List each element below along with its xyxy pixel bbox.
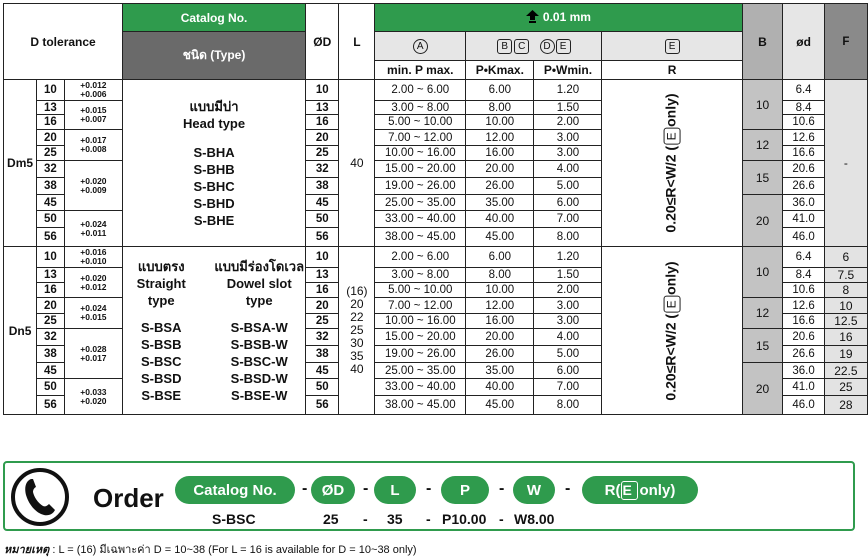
od-small-cell: 41.0 (783, 211, 824, 228)
type-code: S-BHA (193, 144, 235, 160)
od-small-cell: 6.4 (783, 80, 824, 101)
od-small-cell: 41.0 (783, 379, 824, 396)
type-desc-th: แบบตรง (137, 258, 185, 274)
header-type: ชนิด (Type) (123, 32, 306, 80)
table-row (4, 80, 868, 101)
p-wmin-cell: 3.00 (534, 314, 602, 329)
p-kmax-cell: 26.00 (466, 346, 534, 363)
p-range-cell: 2.00 ~ 6.00 (375, 247, 466, 268)
header-p-wmin: P•Wmin. (534, 61, 602, 80)
p-wmin-cell: 7.00 (534, 379, 602, 396)
tolerance-upper: +0.020 (80, 175, 107, 186)
p-range-cell: 15.00 ~ 20.00 (375, 329, 466, 346)
col-e2-marker: E (665, 39, 680, 54)
l-value: 22 (350, 310, 364, 324)
od-small-cell: 12.6 (783, 298, 824, 314)
type-description (123, 80, 306, 247)
p-range-cell: 10.00 ~ 16.00 (375, 314, 466, 329)
p-wmin-cell: 6.00 (534, 195, 602, 211)
type-desc-th2: แบบมีร่องโดเวล (214, 258, 305, 274)
dash: - (565, 480, 571, 497)
p-kmax-cell: 26.00 (466, 178, 534, 195)
header-l: L (339, 4, 375, 80)
pill-od: ØD (311, 476, 355, 504)
p-wmin-cell: 7.00 (534, 211, 602, 228)
tolerance-lower: +0.017 (80, 352, 107, 363)
tolerance-lower: +0.006 (80, 89, 107, 99)
header-b: B (742, 4, 783, 80)
od-cell: 32 (306, 329, 339, 346)
p-wmin-cell: 8.00 (534, 228, 602, 247)
p-range-cell: 7.00 ~ 12.00 (375, 130, 466, 146)
p-wmin-cell: 3.00 (534, 146, 602, 161)
od-cell: 50 (306, 211, 339, 228)
od-small-cell: 10.6 (783, 283, 824, 298)
od-cell: 10 (306, 247, 339, 268)
size-cell: 25 (37, 146, 65, 161)
tolerance-cell (64, 161, 122, 211)
b-cell: 10 (742, 80, 783, 130)
od-cell: 38 (306, 178, 339, 195)
l-value: (16) (346, 284, 368, 298)
size-cell: 20 (37, 298, 65, 314)
od-small-cell: 46.0 (783, 228, 824, 247)
tolerance-upper: +0.028 (80, 343, 107, 354)
size-cell: 13 (37, 101, 65, 115)
header-unit (375, 4, 742, 32)
example-l: 35 (387, 511, 403, 527)
r-prefix: 0.20≤R<W/2 ( (663, 145, 680, 233)
type-code: S-BSD (141, 370, 182, 386)
f-cell: 19 (824, 346, 867, 363)
p-range-cell: 15.00 ~ 20.00 (375, 161, 466, 178)
type-code-w: S-BSC-W (230, 353, 288, 369)
od-cell: 16 (306, 283, 339, 298)
od-small-cell: 16.6 (783, 146, 824, 161)
size-cell: 20 (37, 130, 65, 146)
p-wmin-cell: 4.00 (534, 329, 602, 346)
od-cell: 50 (306, 379, 339, 396)
od-small-cell: 46.0 (783, 396, 824, 415)
p-wmin-cell: 5.00 (534, 178, 602, 195)
od-small-cell: 20.6 (783, 161, 824, 178)
f-cell: 12.5 (824, 314, 867, 329)
f-cell: 10 (824, 298, 867, 314)
type-code: S-BHD (193, 195, 235, 211)
p-range-cell: 25.00 ~ 35.00 (375, 195, 466, 211)
col-e-marker: E (556, 39, 571, 54)
pill-p: P (441, 476, 489, 504)
size-cell: 56 (37, 396, 65, 415)
p-range-cell: 7.00 ~ 12.00 (375, 298, 466, 314)
p-kmax-cell: 16.00 (466, 146, 534, 161)
type-code: S-BHB (193, 161, 235, 177)
header-r: R (602, 61, 742, 80)
p-range-cell: 38.00 ~ 45.00 (375, 228, 466, 247)
f-cell: 28 (824, 396, 867, 415)
p-range-cell: 19.00 ~ 26.00 (375, 346, 466, 363)
f-cell: 7.5 (824, 268, 867, 283)
pill-r-suffix: only) (639, 481, 676, 499)
dash: - (426, 511, 431, 527)
footnote-text: : L = (16) มีเฉพาะค่า D = 10~38 (For L = 16 is available for D = 10~38 only) (49, 544, 417, 556)
dash: - (363, 480, 369, 497)
l-value: 25 (350, 323, 364, 337)
p-kmax-cell: 10.00 (466, 115, 534, 130)
od-cell: 20 (306, 298, 339, 314)
type-desc-th: แบบมีบ่า (189, 98, 239, 114)
r-cell (602, 80, 742, 247)
b-cell: 12 (742, 298, 783, 329)
od-cell: 56 (306, 228, 339, 247)
example-od: 25 (323, 511, 339, 527)
p-kmax-cell: 35.00 (466, 363, 534, 379)
header-catalog-no: Catalog No. (123, 4, 306, 32)
type-code-w: S-BSA-W (230, 319, 288, 335)
tolerance-cell (64, 268, 122, 298)
p-kmax-cell: 20.00 (466, 161, 534, 178)
type-code: S-BSB (141, 336, 182, 352)
r-prefix: 0.20≤R<W/2 ( (663, 313, 680, 401)
tolerance-cell (64, 80, 122, 101)
p-wmin-cell: 2.00 (534, 115, 602, 130)
size-cell: 38 (37, 178, 65, 195)
size-cell: 45 (37, 195, 65, 211)
od-small-cell: 36.0 (783, 195, 824, 211)
l-value: 30 (350, 336, 364, 350)
p-range-cell: 2.00 ~ 6.00 (375, 80, 466, 101)
pill-r-prefix: R( (604, 481, 621, 499)
type-code: S-BHC (193, 178, 235, 194)
b-cell: 20 (742, 195, 783, 247)
tolerance-lower: +0.011 (80, 227, 107, 238)
pill-l: L (374, 476, 416, 504)
size-cell: 16 (37, 115, 65, 130)
od-small-cell: 20.6 (783, 329, 824, 346)
size-cell: 56 (37, 228, 65, 247)
p-range-cell: 5.00 ~ 10.00 (375, 283, 466, 298)
p-wmin-cell: 1.50 (534, 268, 602, 283)
p-kmax-cell: 20.00 (466, 329, 534, 346)
pill-catalog-no: Catalog No. (175, 476, 295, 504)
type-desc-en2: Dowel slot type (226, 275, 292, 308)
size-cell: 13 (37, 268, 65, 283)
b-cell: 12 (742, 130, 783, 161)
example-w: W8.00 (514, 511, 555, 527)
type-code-w: S-BSD-W (230, 370, 288, 386)
od-small-cell: 8.4 (783, 268, 824, 283)
size-cell: 50 (37, 379, 65, 396)
type-code: S-BSC (141, 353, 182, 369)
p-kmax-cell: 12.00 (466, 130, 534, 146)
od-small-cell: 26.6 (783, 178, 824, 195)
size-cell: 16 (37, 283, 65, 298)
od-small-cell: 26.6 (783, 346, 824, 363)
l-cell (339, 247, 375, 415)
p-kmax-cell: 8.00 (466, 101, 534, 115)
table-row (4, 247, 868, 268)
p-kmax-cell: 40.00 (466, 379, 534, 396)
dash: - (426, 480, 432, 497)
p-wmin-cell: 4.00 (534, 161, 602, 178)
od-small-cell: 8.4 (783, 101, 824, 115)
p-range-cell: 33.00 ~ 40.00 (375, 211, 466, 228)
header-od-small: ød (783, 4, 824, 80)
f-cell: 6 (824, 247, 867, 268)
p-range-cell: 19.00 ~ 26.00 (375, 178, 466, 195)
od-cell: 20 (306, 130, 339, 146)
header-p-kmax: P•Kmax. (466, 61, 534, 80)
header-col-a (375, 32, 466, 61)
p-wmin-cell: 1.20 (534, 80, 602, 101)
example-p: P10.00 (442, 511, 487, 527)
p-kmax-cell: 45.00 (466, 396, 534, 415)
tolerance-lower: +0.008 (80, 144, 107, 154)
r-letter: E (664, 295, 681, 312)
p-wmin-cell: 2.00 (534, 283, 602, 298)
od-cell: 10 (306, 80, 339, 101)
tolerance-lower: +0.009 (80, 184, 107, 195)
dash: - (363, 511, 368, 527)
tolerance-cell (64, 130, 122, 161)
r-suffix: only) (663, 260, 680, 295)
od-cell: 25 (306, 314, 339, 329)
size-cell: 32 (37, 329, 65, 346)
col-d-marker: D (540, 39, 555, 54)
od-cell: 56 (306, 396, 339, 415)
tolerance-cell (64, 101, 122, 130)
header-min-p-max: min. P max. (375, 61, 466, 80)
size-cell: 38 (37, 346, 65, 363)
p-wmin-cell: 1.50 (534, 101, 602, 115)
od-small-cell: 36.0 (783, 363, 824, 379)
header-d-tolerance: D tolerance (4, 4, 123, 80)
type-code-w: S-BSE-W (231, 387, 288, 403)
l-value: 20 (350, 297, 364, 311)
r-condition (663, 93, 681, 232)
group-name: Dn5 (4, 247, 37, 415)
b-cell: 10 (742, 247, 783, 298)
p-range-cell: 33.00 ~ 40.00 (375, 379, 466, 396)
header-od: ØD (306, 4, 339, 80)
type-desc-en: Head type (182, 115, 246, 131)
tolerance-upper: +0.012 (80, 80, 107, 90)
r-cell (602, 247, 742, 415)
tolerance-upper: +0.015 (80, 105, 107, 115)
p-kmax-cell: 12.00 (466, 298, 534, 314)
tolerance-cell (64, 247, 122, 268)
od-cell: 38 (306, 346, 339, 363)
f-cell: - (824, 80, 867, 247)
p-wmin-cell: 8.00 (534, 396, 602, 415)
p-range-cell: 10.00 ~ 16.00 (375, 146, 466, 161)
tolerance-cell (64, 329, 122, 379)
dash: - (302, 480, 308, 497)
p-range-cell: 38.00 ~ 45.00 (375, 396, 466, 415)
od-cell: 16 (306, 115, 339, 130)
pill-r (582, 476, 698, 504)
size-cell: 25 (37, 314, 65, 329)
tolerance-upper: +0.033 (80, 386, 107, 397)
f-cell: 25 (824, 379, 867, 396)
p-range-cell: 3.00 ~ 8.00 (375, 268, 466, 283)
b-cell: 20 (742, 363, 783, 415)
size-cell: 10 (37, 80, 65, 101)
size-cell: 50 (37, 211, 65, 228)
p-kmax-cell: 8.00 (466, 268, 534, 283)
r-condition (663, 261, 681, 400)
type-code-w: S-BSB-W (230, 336, 288, 352)
b-cell: 15 (742, 329, 783, 363)
tolerance-upper: +0.024 (80, 303, 107, 313)
size-cell: 10 (37, 247, 65, 268)
col-b-marker: B (497, 39, 512, 54)
b-cell: 15 (742, 161, 783, 195)
p-wmin-cell: 3.00 (534, 130, 602, 146)
f-cell: 8 (824, 283, 867, 298)
tolerance-cell (64, 379, 122, 415)
p-range-cell: 5.00 ~ 10.00 (375, 115, 466, 130)
size-cell: 45 (37, 363, 65, 379)
p-kmax-cell: 45.00 (466, 228, 534, 247)
tolerance-upper: +0.017 (80, 135, 107, 145)
footnote (4, 540, 417, 558)
pill-r-letter: E (621, 481, 638, 500)
tolerance-lower: +0.012 (80, 281, 107, 292)
group-dm5 (4, 80, 868, 247)
tolerance-lower: +0.010 (80, 256, 107, 266)
p-kmax-cell: 6.00 (466, 247, 534, 268)
p-kmax-cell: 40.00 (466, 211, 534, 228)
od-cell: 32 (306, 161, 339, 178)
od-cell: 25 (306, 146, 339, 161)
size-cell: 32 (37, 161, 65, 178)
dash: - (499, 511, 504, 527)
f-cell: 22.5 (824, 363, 867, 379)
phone-icon (11, 468, 69, 526)
tolerance-upper: +0.020 (80, 272, 107, 283)
p-kmax-cell: 16.00 (466, 314, 534, 329)
od-cell: 45 (306, 195, 339, 211)
od-small-cell: 10.6 (783, 115, 824, 130)
type-description (123, 247, 306, 415)
col-a-marker: A (413, 39, 428, 54)
p-wmin-cell: 3.00 (534, 298, 602, 314)
l-cell (339, 80, 375, 247)
p-kmax-cell: 6.00 (466, 80, 534, 101)
up-arrow-icon (526, 10, 539, 26)
type-desc-en: Straight type (136, 275, 186, 308)
f-cell: 16 (824, 329, 867, 346)
r-suffix: only) (663, 93, 680, 127)
spec-table (3, 3, 868, 415)
header-col-bcde (466, 32, 602, 61)
tolerance-upper: +0.024 (80, 218, 107, 229)
unit-label: 0.01 mm (542, 9, 591, 24)
tolerance-lower: +0.007 (80, 114, 107, 124)
p-kmax-cell: 35.00 (466, 195, 534, 211)
footnote-label: หมายเหตุ (4, 544, 50, 556)
tolerance-cell (64, 298, 122, 329)
p-wmin-cell: 6.00 (534, 363, 602, 379)
od-small-cell: 6.4 (783, 247, 824, 268)
od-small-cell: 12.6 (783, 130, 824, 146)
col-c-marker: C (514, 39, 529, 54)
p-wmin-cell: 1.20 (534, 247, 602, 268)
l-value: 35 (350, 349, 364, 363)
od-small-cell: 16.6 (783, 314, 824, 329)
group-dn5 (4, 247, 868, 415)
header-f: F (824, 4, 867, 80)
r-letter: E (664, 128, 681, 145)
order-panel (3, 461, 855, 531)
tolerance-lower: +0.020 (80, 395, 107, 406)
type-code: S-BSA (141, 319, 182, 335)
l-value: 40 (350, 362, 364, 376)
header-col-e2 (602, 32, 742, 61)
tolerance-lower: +0.015 (80, 312, 107, 322)
tolerance-upper: +0.016 (80, 247, 107, 257)
od-cell: 13 (306, 268, 339, 283)
order-title: Order (93, 483, 164, 513)
p-wmin-cell: 5.00 (534, 346, 602, 363)
example-catalog: S-BSC (212, 511, 256, 527)
group-name: Dm5 (4, 80, 37, 247)
dash: - (499, 480, 505, 497)
pill-w: W (513, 476, 555, 504)
tolerance-cell (64, 211, 122, 247)
l-value: 40 (350, 155, 364, 170)
type-code: S-BSE (141, 387, 182, 403)
p-range-cell: 25.00 ~ 35.00 (375, 363, 466, 379)
od-cell: 13 (306, 101, 339, 115)
od-cell: 45 (306, 363, 339, 379)
p-kmax-cell: 10.00 (466, 283, 534, 298)
type-code: S-BHE (193, 212, 235, 228)
p-range-cell: 3.00 ~ 8.00 (375, 101, 466, 115)
